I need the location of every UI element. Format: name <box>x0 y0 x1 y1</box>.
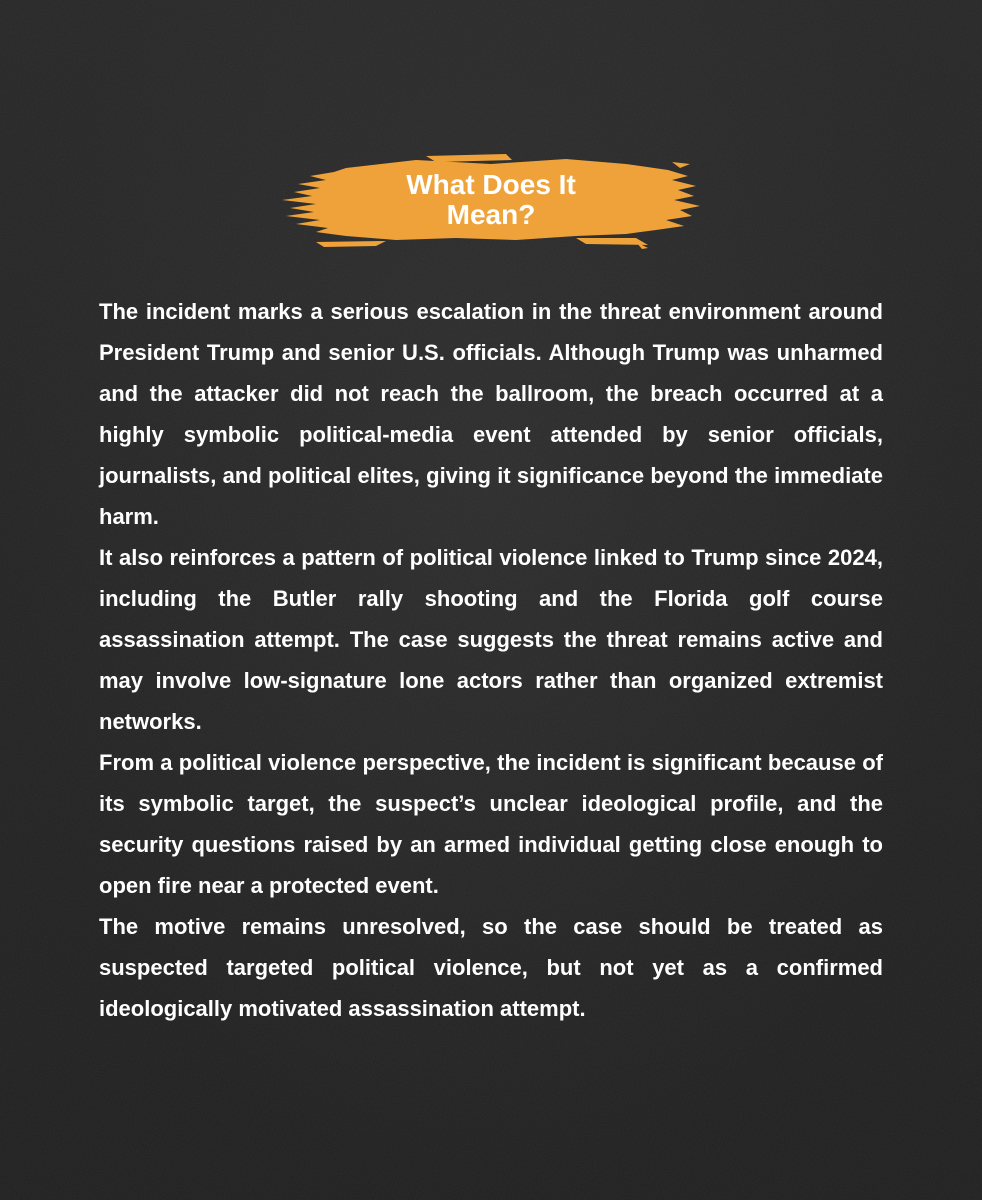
heading-banner <box>276 150 706 250</box>
heading-line-2: Mean? <box>446 199 536 230</box>
heading-line-1: What Does It <box>406 169 576 200</box>
paragraph-violence-pattern: It also reinforces a pattern of political violence linked to Trump since 2024, including the Butler rally shooting and the Florida golf course assassination attempt. The case suggests the threat remains active and may involve low-signature lone actors rather than organized extremist networks. <box>99 545 883 734</box>
article-body <box>99 291 883 1029</box>
paragraph-incident-escalation: The incident marks a serious escalation in the threat environment around President Trump and senior U.S. officials. Although Trump was unharmed and the attacker did not reach the ballroom, the breach occurred at a highly symbolic political-media event attended by senior officials, journalists, and political elites, giving it significance beyond the immediate harm. <box>99 299 883 529</box>
paragraph-motive-unresolved: The motive remains unresolved, so the case should be treated as suspected targeted political violence, but not yet as a confirmed ideologically motivated assassination attempt. <box>99 914 883 1021</box>
section-heading <box>276 170 706 230</box>
paragraph-political-violence-perspective: From a political violence perspective, the incident is significant because of its symbolic target, the suspect’s unclear ideological profile, and the security questions raised by an armed individual getting close enough to open fire near a protected event. <box>99 750 883 898</box>
